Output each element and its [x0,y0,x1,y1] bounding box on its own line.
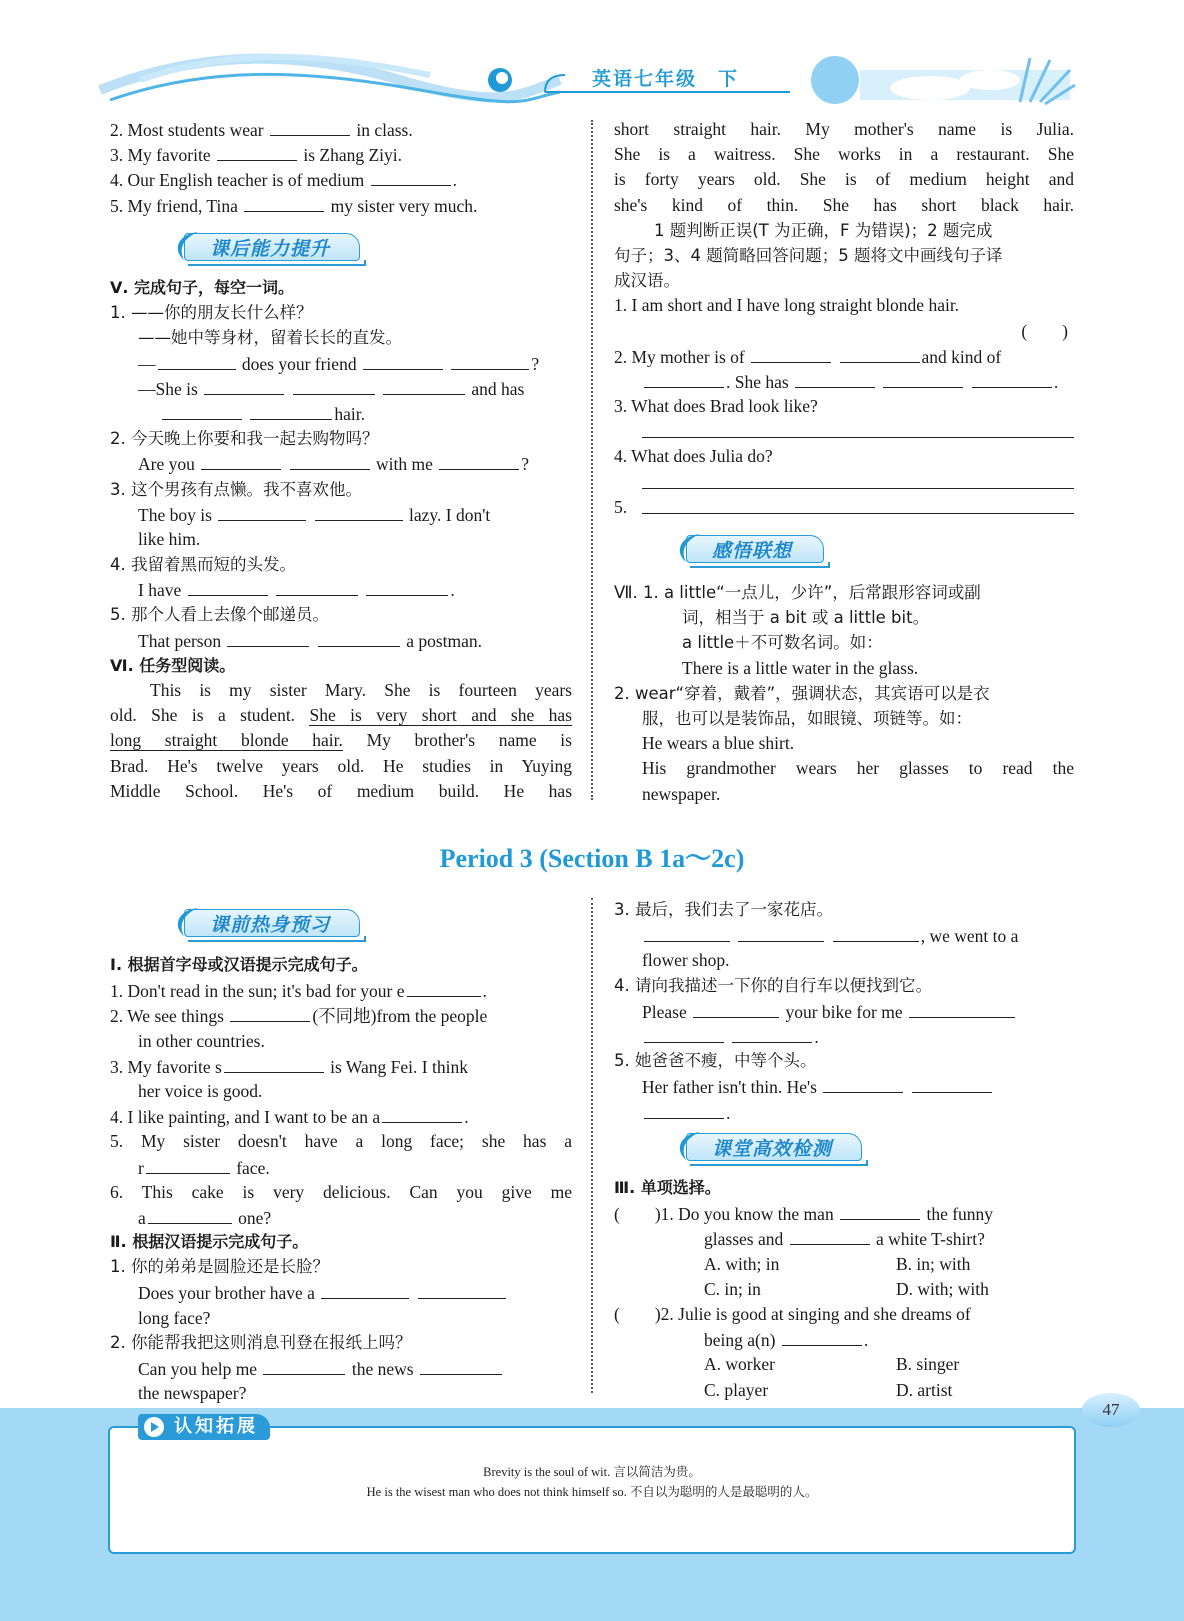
note-line: He wears a blue shirt. [642,733,795,754]
answer-line[interactable] [614,470,1074,495]
note-line: a little＋不可数名词。如： [682,633,883,653]
mcq-options [614,1378,1074,1403]
answer-blank[interactable] [363,351,443,370]
answer-blank[interactable] [263,1356,345,1375]
mcq-options [614,1252,1074,1277]
answer-blank[interactable] [146,1155,230,1174]
answer-blank[interactable] [407,978,481,997]
answer-blank[interactable] [738,923,824,942]
column-divider [591,898,593,1393]
task-line: 5. [614,495,1074,520]
reading-line: old. She is a student. She is very short and she has [110,705,572,726]
option-b[interactable]: B. in; with [896,1253,971,1274]
answer-blank[interactable] [293,376,375,395]
exercise-line: I have . [110,577,572,602]
option-d[interactable]: D. with; with [896,1278,989,1299]
page-number: 47 [1082,1393,1140,1427]
instruction-text: 成汉语。 [614,271,680,291]
question-zh: 5. 那个人看上去像个邮递员。 [110,605,329,625]
exercise-line: like him. [138,528,201,549]
task-line: 2. My mother is of and kind of [614,344,1074,369]
answer-line[interactable] [642,513,1074,514]
section-badge: 感悟联想 [672,532,824,566]
question-zh: 3. 这个男孩有点懒。我不喜欢他。 [110,479,362,499]
exercise-line: Please your bike for me [614,999,1074,1024]
exercise-line: Her father isn't thin. He's [614,1074,1074,1099]
instruction-text: 句子；3、4 题简略回答问题；5 题将文中画线句子译 [614,245,1003,265]
answer-blank[interactable] [883,369,963,388]
answer-blank[interactable] [840,1201,920,1220]
answer-blank[interactable] [270,117,350,136]
exercise-line: . [614,1024,1074,1049]
exercise-line: the newspaper? [138,1383,247,1404]
question-zh: 1. ——你的朋友长什么样？ [110,303,313,323]
reading-line: Middle School. He's of medium build. He has [110,780,572,801]
reading-line: short straight hair. My mother's name is Julia. [614,119,1074,139]
exercise-line: . [614,1100,1074,1125]
option-d[interactable]: D. artist [896,1379,953,1400]
answer-blank[interactable] [158,351,236,370]
note-line: Ⅶ. 1. a little“一点儿，少许”，后常跟形容词或副 [614,583,981,602]
underlined-sentence: She is very short and she has [309,705,572,726]
option-a[interactable]: A. with; in [704,1253,780,1274]
answer-blank[interactable] [909,999,1015,1018]
section-title: Ⅲ. 单项选择。 [614,1178,721,1197]
answer-blank[interactable] [382,1104,462,1123]
answer-blank[interactable] [790,1226,870,1245]
question-zh: 5. 她爸爸不瘦，中等个头。 [614,1051,817,1071]
answer-blank[interactable] [217,142,297,161]
answer-blank[interactable] [162,401,242,420]
section-title: Ⅵ. 任务型阅读。 [110,655,236,675]
answer-blank[interactable] [840,344,920,363]
answer-blank[interactable] [644,1100,724,1119]
section-title: Ⅰ. 根据首字母或汉语提示完成句子。 [110,955,368,974]
footer-quote: Brevity is the soul of wit. 言以简洁为贵。 [483,1465,701,1479]
right-bottom-column [614,898,1074,1125]
section-title: Ⅴ. 完成句子，每空一词。 [110,278,295,297]
exercise-line: Does your brother have a [110,1280,572,1305]
exercise-line: 5. My friend, Tina my sister very much. [110,193,572,218]
answer-blank[interactable] [315,502,403,521]
exercise-line: r face. [110,1155,572,1180]
underlined-sentence: long straight blonde hair. [110,730,343,751]
reading-line: This is my sister Mary. She is fourteen years [150,680,572,700]
answer-blank[interactable] [383,376,465,395]
exercise-line: hair. [110,401,572,426]
right-notes-column [614,580,1074,807]
exercise-line: Can you help me the news [110,1356,572,1381]
arrow-right-icon [144,1417,164,1437]
answer-paren[interactable]: ( ) [1021,320,1068,341]
question-zh: 2. 今天晚上你要和我一起去购物吗？ [110,429,379,449]
instruction-text: 1 题判断正误(T 为正确，F 为错误)；2 题完成 [654,220,993,240]
reading-line: is forty years old. She is of medium height and [614,169,1074,190]
exercise-line: That person a postman. [110,628,572,653]
exercise-line: long face? [138,1307,211,1328]
answer-blank[interactable] [321,1280,409,1299]
answer-blank[interactable] [230,1003,310,1022]
answer-blank[interactable] [795,369,875,388]
question-zh: 4. 请向我描述一下你的自行车以便找到它。 [614,975,932,995]
mcq-line: being a(n) . [614,1327,1074,1352]
answer-blank[interactable] [318,628,400,647]
option-c[interactable]: C. player [704,1379,769,1400]
answer-blank[interactable] [912,1074,992,1093]
answer-blank[interactable] [204,376,284,395]
reading-line: she's kind of thin. She has short black hair. [614,194,1074,215]
answer-blank[interactable] [418,1280,506,1299]
footer-quote: He is the wisest man who does not think himself so. 不自以为聪明的人是最聪明的人。 [366,1485,818,1499]
answer-blank[interactable] [644,369,724,388]
exercise-line: —She is and has [110,376,572,401]
note-line: 词，相当于 a bit 或 a little bit。 [682,608,930,628]
column-divider [591,120,593,800]
right-bottom-column-2 [614,1176,1074,1403]
exercise-line: 3. My favorite s is Wang Fei. I think [110,1054,572,1079]
exercise-line: 4. Our English teacher is of medium . [110,167,572,192]
answer-blank[interactable] [201,451,281,470]
answer-blank[interactable] [732,1024,812,1043]
footer-tab: 认知拓展 [138,1414,270,1440]
exercise-line: a one? [110,1205,572,1230]
answer-blank[interactable] [244,193,324,212]
left-bottom-column [110,953,572,1406]
answer-blank[interactable] [371,167,451,186]
section-badge: 课堂高效检测 [672,1130,862,1164]
exercise-line: Are you with me ? [110,451,572,476]
note-line: 服，也可以是装饰品，如眼镜、项链等。如： [642,708,972,728]
exercise-line: 3. My favorite is Zhang Ziyi. [110,142,572,167]
answer-blank[interactable] [290,451,370,470]
header-title: 英语七年级 下 [592,68,740,90]
option-a[interactable]: A. worker [704,1354,775,1375]
answer-blank[interactable] [224,1054,324,1073]
answer-blank[interactable] [250,401,332,420]
reading-line: long straight blonde hair. My brother's name is [110,730,572,751]
exercise-line: The boy is lazy. I don't [110,502,572,527]
question-zh: 1. 你的弟弟是圆脸还是长脸？ [110,1257,329,1277]
exercise-line: 1. Don't read in the sun; it's bad for your e . [110,978,572,1003]
task-line: 4. What does Julia do? [614,446,773,467]
exercise-line: 2. We see things (不同地)from the people [110,1003,572,1028]
answer-blank[interactable] [693,999,779,1018]
exercise-line: 4. I like painting, and I want to be an a . [110,1104,572,1129]
answer-line[interactable] [614,419,1074,444]
exercise-line: 5. My sister doesn't have a long face; she has a [110,1131,572,1152]
exercise-line: 2. Most students wear in class. [110,117,572,142]
note-line: newspaper. [642,783,721,804]
answer-blank[interactable] [644,1024,724,1043]
exercise-line: her voice is good. [138,1080,263,1101]
answer-blank[interactable] [833,923,919,942]
section-badge: 课前热身预习 [170,906,360,940]
question-zh: 4. 我留着黑而短的头发。 [110,555,296,575]
left-top-column [110,117,572,218]
mcq-options [614,1277,1074,1302]
task-line: . She has . [614,369,1074,394]
option-b[interactable]: B. singer [896,1354,960,1375]
exercise-line: , we went to a [614,923,1074,948]
note-line: 2. wear“穿着，戴着”，强调状态，其宾语可以是衣 [614,683,990,703]
question-zh: ——她中等身材，留着长长的直发。 [138,328,402,348]
task-line: 3. What does Brad look like? [614,396,818,417]
answer-blank[interactable] [823,1074,903,1093]
section-badge: 课后能力提升 [170,230,360,264]
answer-blank[interactable] [439,451,519,470]
exercise-line: — does your friend ? [110,351,572,376]
section-title: Ⅱ. 根据汉语提示完成句子。 [110,1232,309,1252]
answer-blank[interactable] [782,1327,862,1346]
answer-blank[interactable] [751,344,831,363]
reading-line: She is a waitress. She works in a restaurant. She [614,144,1074,165]
mcq-line: glasses and a white T-shirt? [614,1226,1074,1251]
answer-blank[interactable] [218,502,306,521]
answer-blank[interactable] [420,1356,502,1375]
answer-blank[interactable] [972,369,1052,388]
note-line: His grandmother wears her glasses to read the [642,758,1074,779]
answer-blank[interactable] [188,577,268,596]
reading-line: Brad. He's twelve years old. He studies in Yuying [110,755,572,776]
answer-blank[interactable] [366,577,448,596]
mcq-line: ( )2. Julie is good at singing and she dreams of [614,1303,971,1324]
option-c[interactable]: C. in; in [704,1278,761,1299]
note-line: There is a little water in the glass. [682,657,919,678]
answer-blank[interactable] [227,628,309,647]
mcq-line: ( )1. Do you know the man the funny [614,1201,1074,1226]
task-line: 1. I am short and I have long straight blonde hair. [614,295,960,316]
question-zh: 3. 最后，我们去了一家花店。 [614,900,833,919]
exercise-line: 6. This cake is very delicious. Can you give me [110,1181,572,1202]
question-zh: 2. 你能帮我把这则消息刊登在报纸上吗？ [110,1332,412,1352]
exercise-line: in other countries. [138,1030,265,1051]
left-top-column-2 [110,275,572,804]
exercise-line: flower shop. [642,950,730,971]
answer-blank[interactable] [451,351,529,370]
period-title: Period 3 (Section B 1a～2c) [439,844,745,873]
answer-blank[interactable] [148,1205,232,1224]
mcq-options [614,1352,1074,1377]
right-top-column [614,117,1074,520]
answer-blank[interactable] [644,923,730,942]
answer-blank[interactable] [276,577,358,596]
